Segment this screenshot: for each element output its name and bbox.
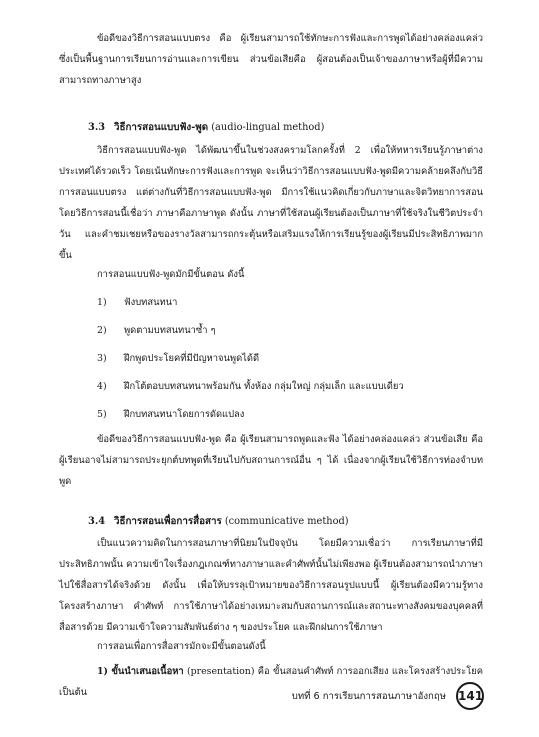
page-footer <box>291 681 484 711</box>
list-item: 4) ฝึกโต้ตอบบทสนทนาพร้อมกัน ทั้งห้อง กลุ่มใหญ่ กลุ่มเล็ก และแบบเดี่ยว <box>97 381 404 392</box>
list-item: 2) พูดตามบทสนทนาซ้ำ ๆ <box>97 325 216 336</box>
list-item: 3) ฝึกพูดประโยคที่มีปัญหาจนพูดได้ดี <box>97 353 260 364</box>
step-text: (presentation) คือ ขั้นสอนคำศัพท์ การออกเสียง และโครงสร้างประโยค เป็นต้น <box>59 666 483 698</box>
paragraph-audio-lingual-pros-cons: ข้อดีของวิธีการสอนแบบฟัง-พูด คือ ผู้เรียนสามารถพูดและฟัง ได้อย่างคล่องแคล่ว ส่วนข้อเสีย คือ ผู้เรียนอาจไม่สามารถประยุกต์บทพูดที่เรียนไปกับสถานการณ์อื่น ๆ ได้ เนื่องจากผู้เรียนใช้วิธีการท่องจำบทพูด <box>59 434 483 487</box>
paragraph-direct-method-pros-cons: ข้อดีของวิธีการสอนแบบตรง คือ ผู้เรียนสามารถใช้ทักษะการฟังและการพูดได้อย่างคล่องแคล่ว ซึ่งเป็นพื้นฐานการเรียนการอ่านและการเขียน ส่วนข้อเสียคือ ผู้สอนต้องเป็นเจ้าของภาษาหรือผู้ที่มีความสามารถทางภาษาสูง <box>59 33 483 86</box>
section-number: 3.4 <box>88 516 106 527</box>
paragraph-communicative: เป็นแนวความคิดในการสอนภาษาที่นิยมในปัจจุบัน โดยมีความเชื่อว่า การเรียนภาษาที่มีประสิทธิภาพนั้น ความเข้าใจเรื่องกฎเกณฑ์ทางภาษาและคำศัพท์นั้นไม่เพียงพอ ผู้เรียนต้องสามารถนำภาษาไปใช้สื่อสารได้จริงด้วย ดังนั้น เพื่อให้บรรลุเป้าหมายของวิธีการสอนรูปแบบนี้ ผู้เรียนต้องมีความรู้ทางโครงสร้างภาษา คำศัพท์ การใช้ภาษาได้อย่างเหมาะสมกับสถานการณ์และสถานะทางสังคมของบุคคลที่สื่อสารด้วย มีความเข้าใจความสัมพันธ์ต่าง ๆ ของประโยค และฝึกฝนการใช้ภาษา <box>59 538 483 633</box>
steps-intro-audio-lingual: การสอนแบบฟัง-พูดมักมีขั้นตอน ดังนี้ <box>97 269 245 280</box>
paragraph-audio-lingual: วิธีการสอนแบบฟัง-พูด ได้พัฒนาขึ้นในช่วงสงครามโลกครั้งที่ 2 เพื่อให้ทหารเรียนรู้ภาษาต่างประเทศได้รวดเร็ว โดยเน้นทักษะการฟังและการพูด จะเห็นว่าวิธีการสอนแบบฟัง-พูดมีความคล้ายคลึงกับวิธีการสอนแบบตรง แต่ต่างกันที่วิธีการสอนแบบฟัง-พูด มีการใช้แนวคิดเกี่ยวกับภาษาและจิตวิทยาการสอน โดยวิธีการสอนนี้เชื่อว่า ภาษาคือภาษาพูด ดังนั้น ภาษาที่ใช้สอนผู้เรียนต้องเป็นภาษาที่ใช้จริงในชีวิตประจำวัน และคำชมเชยหรือของรางวัลสามารถกระตุ้นหรือเสริมแรงให้การเรียนรู้ของผู้เรียนมีประสิทธิภาพมากขึ้น <box>59 145 483 261</box>
section-title-english: (audio-lingual method) <box>211 122 325 133</box>
section-number: 3.3 <box>88 122 106 133</box>
section-3-4-heading <box>88 515 349 529</box>
step-label: 1) ขั้นนำเสนอเนื้อหา <box>97 666 184 677</box>
list-item: 1) ฟังบทสนทนา <box>97 297 178 308</box>
section-title-english: (communicative method) <box>224 516 349 527</box>
section-title: วิธีการสอนเพื่อการสื่อสาร <box>114 516 222 527</box>
section-title: วิธีการสอนแบบฟัง-พูด <box>114 122 209 133</box>
steps-intro-communicative: การสอนเพื่อการสื่อสารมักจะมีขั้นตอนดังนี้ <box>97 641 266 652</box>
section-3-3-heading <box>88 121 324 135</box>
page-number: 141 <box>456 682 484 710</box>
chapter-title: บทที่ 6 การเรียนการสอนภาษาอังกฤษ <box>291 691 446 702</box>
list-item: 5) ฝึกบทสนทนาโดยการดัดแปลง <box>97 409 245 420</box>
